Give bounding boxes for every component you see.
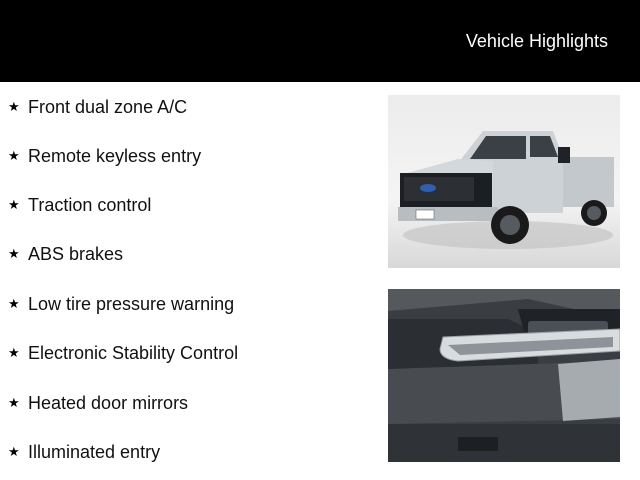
list-item	[8, 143, 201, 169]
door-panel-illustration	[388, 289, 620, 462]
star-icon: ★	[8, 395, 20, 410]
list-item	[8, 340, 238, 366]
feature-label: Front dual zone A/C	[28, 96, 188, 117]
star-icon: ★	[8, 197, 20, 212]
page-title: Vehicle Highlights	[465, 31, 608, 51]
star-icon: ★	[8, 148, 20, 163]
star-icon: ★	[8, 345, 20, 360]
feature-label: Heated door mirrors	[28, 392, 189, 413]
feature-label: Illuminated entry	[28, 441, 161, 462]
truck-exterior-photo	[388, 95, 620, 268]
star-icon: ★	[8, 444, 20, 459]
feature-label: Low tire pressure warning	[28, 293, 235, 314]
feature-label: Electronic Stability Control	[28, 342, 239, 363]
list-item	[8, 94, 187, 120]
feature-label: Traction control	[28, 194, 152, 215]
list-item	[8, 390, 188, 416]
header-bar	[0, 0, 640, 82]
list-item	[8, 291, 234, 317]
door-interior-photo	[388, 289, 620, 462]
star-icon: ★	[8, 99, 20, 114]
list-item	[8, 192, 151, 218]
list-item	[8, 241, 123, 267]
truck-illustration	[388, 95, 620, 268]
list-item	[8, 439, 160, 465]
feature-label: Remote keyless entry	[28, 145, 202, 166]
star-icon: ★	[8, 246, 20, 261]
star-icon: ★	[8, 296, 20, 311]
feature-label: ABS brakes	[28, 243, 124, 264]
